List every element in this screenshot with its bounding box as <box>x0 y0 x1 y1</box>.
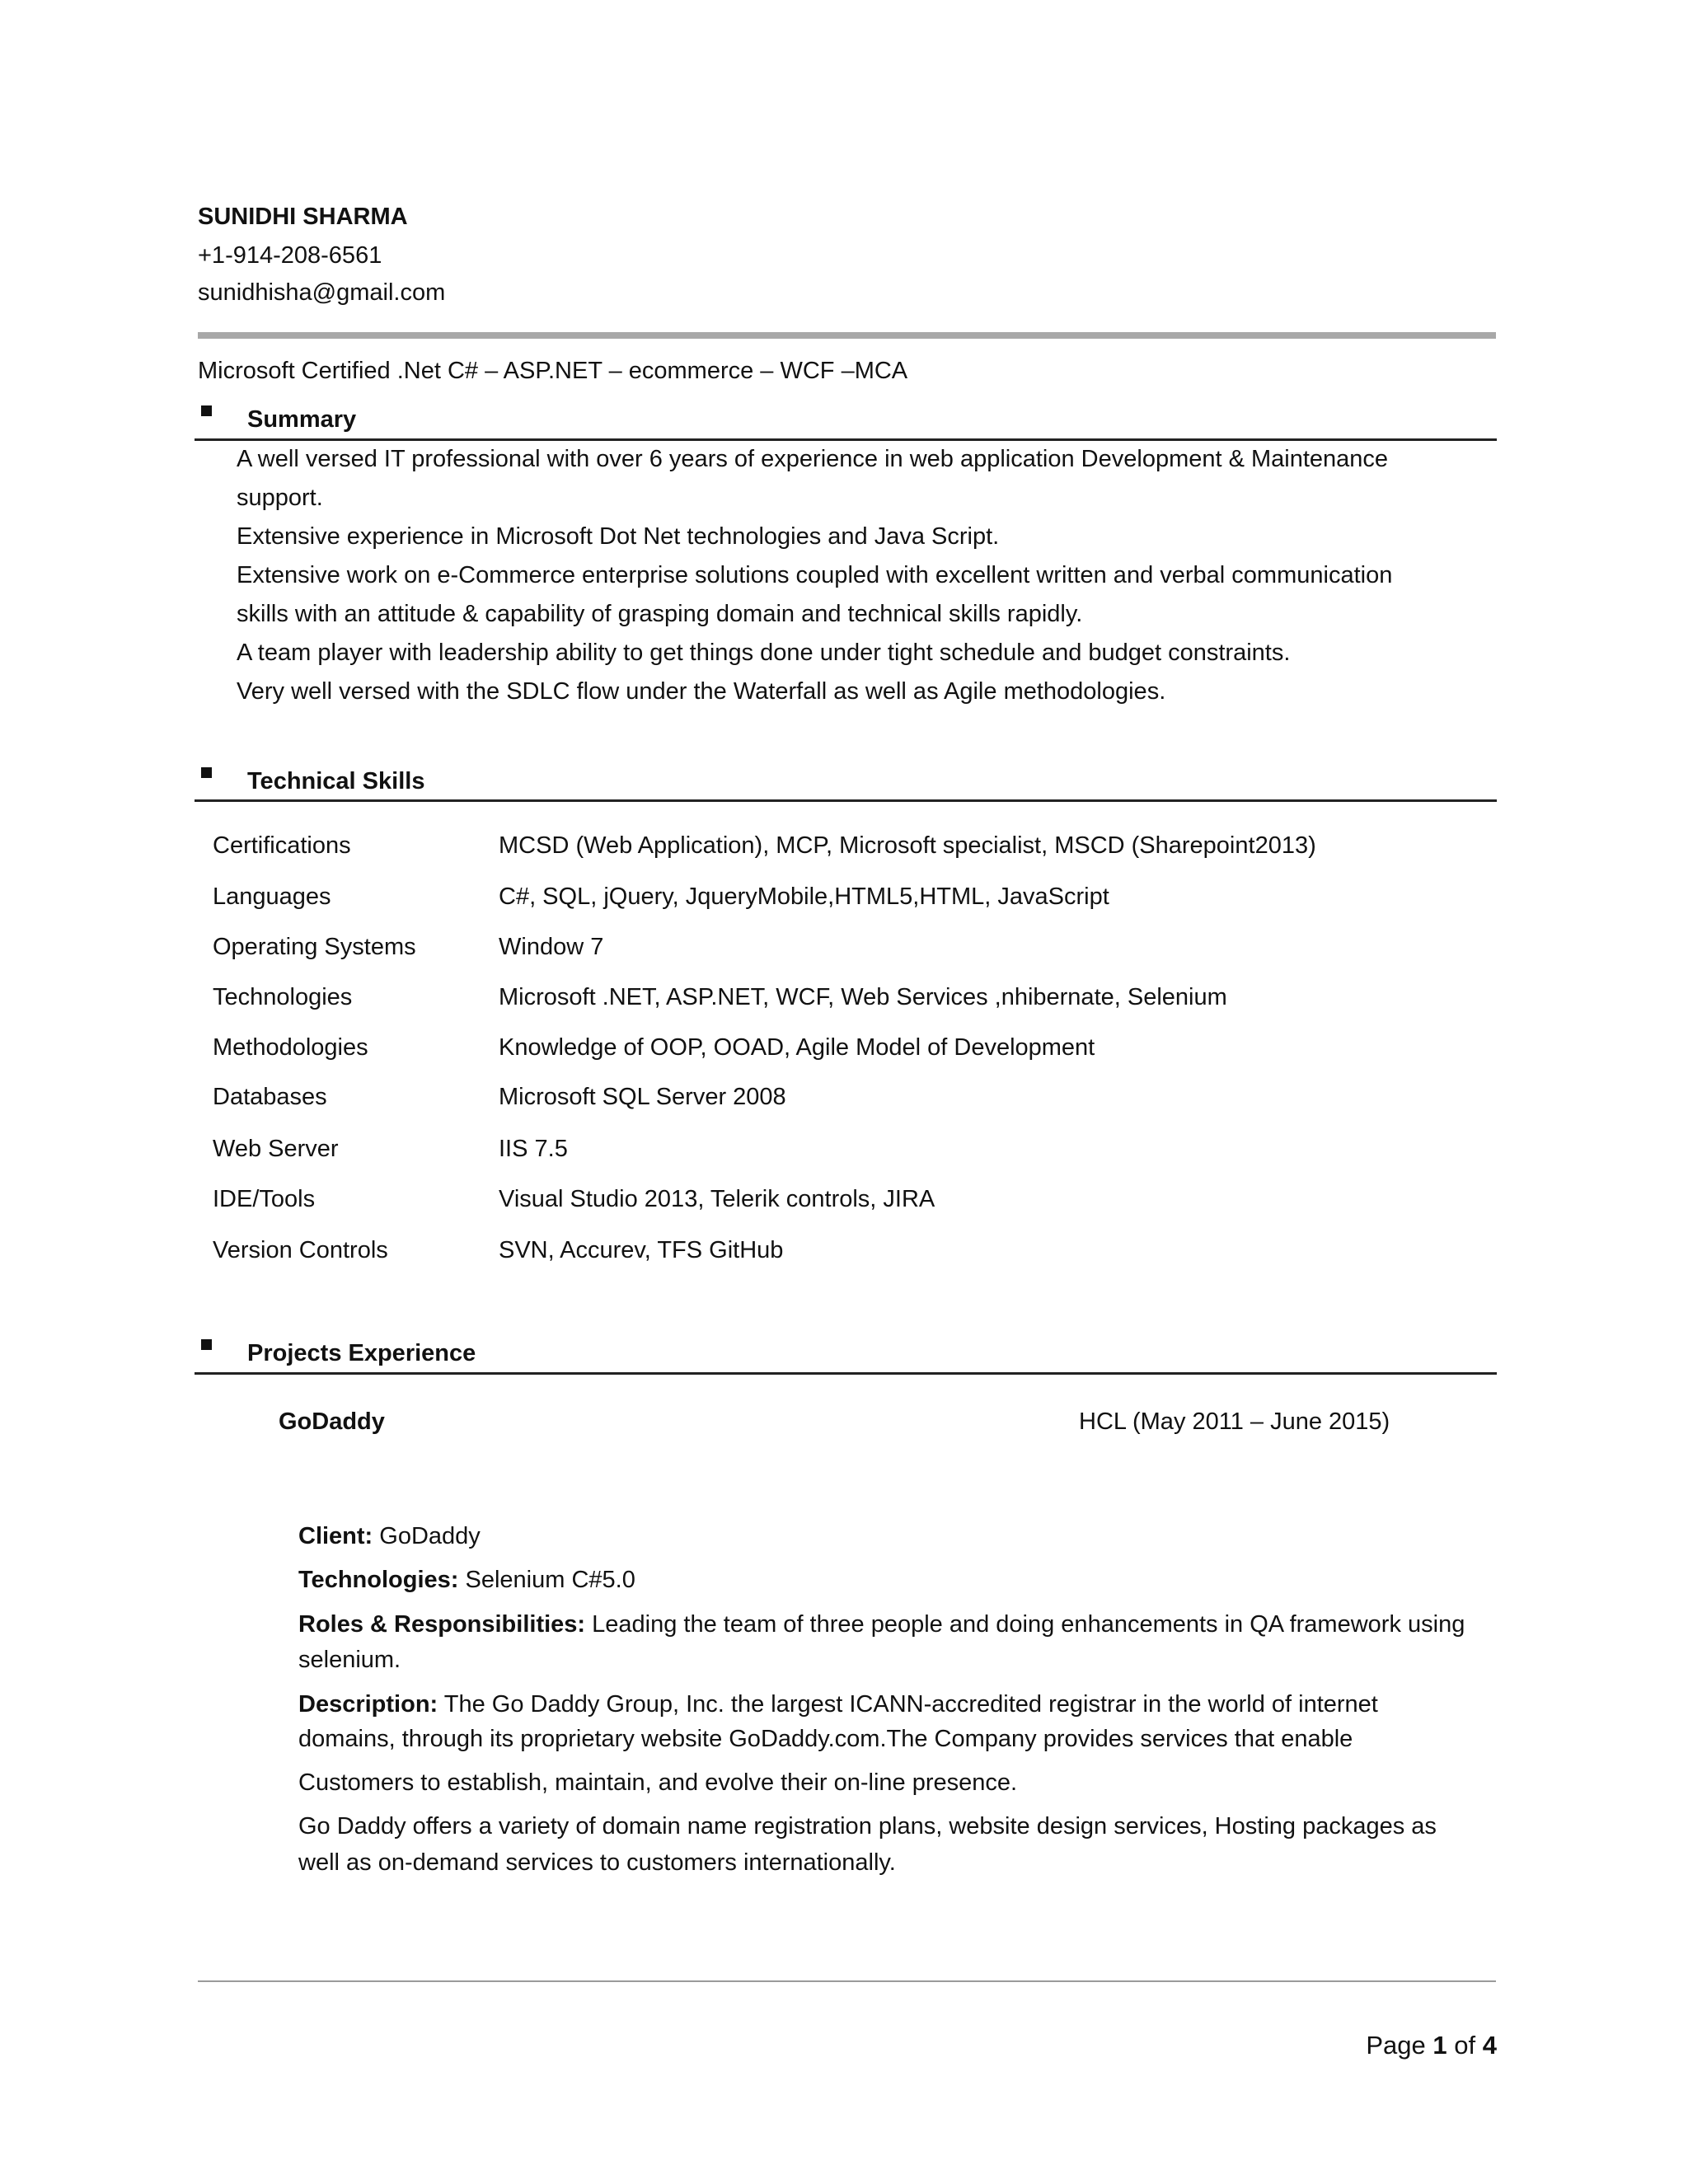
roles-text-cont: selenium. <box>298 1647 401 1673</box>
tagline: Microsoft Certified .Net C# – ASP.NET – ecommerce – WCF –MCA <box>198 358 908 384</box>
skill-value: Visual Studio 2013, Telerik controls, JIRA <box>499 1186 935 1212</box>
roles-label: Roles & Responsibilities: <box>298 1611 586 1638</box>
candidate-phone: +1-914-208-6561 <box>198 242 382 269</box>
page-total: 4 <box>1482 2031 1497 2060</box>
summary-line: skills with an attitude & capability of grasping domain and technical skills rapidly. <box>237 601 1083 627</box>
project-name: GoDaddy <box>279 1408 385 1435</box>
roles-text: Leading the team of three people and doing enhancements in QA framework using <box>592 1611 1465 1638</box>
summary-line: support. <box>237 485 323 511</box>
summary-heading: Summary <box>247 406 357 433</box>
skill-label: IDE/Tools <box>213 1186 316 1212</box>
description-text-cont: Customers to establish, maintain, and evolve their on-line presence. <box>298 1769 1018 1796</box>
projects-heading: Projects Experience <box>247 1340 476 1366</box>
skill-value: C#, SQL, jQuery, JqueryMobile,HTML5,HTML, JavaScript <box>499 883 1109 910</box>
summary-line: Extensive work on e-Commerce enterprise solutions coupled with excellent written and verbal communication <box>237 562 1393 588</box>
description-text-cont: domains, through its proprietary website GoDaddy.com.The Company provides services that enable <box>298 1726 1353 1752</box>
description-text-cont: well as on-demand services to customers internationally. <box>298 1849 896 1876</box>
skill-label: Technologies <box>213 984 353 1010</box>
skill-value: Microsoft .NET, ASP.NET, WCF, Web Services ,nhibernate, Selenium <box>499 984 1227 1010</box>
technologies-value: Selenium C#5.0 <box>465 1567 635 1593</box>
skills-bullet-icon <box>201 767 212 778</box>
candidate-name: SUNIDHI SHARMA <box>198 204 408 230</box>
summary-line: A team player with leadership ability to get things done under tight schedule and budget constraints. <box>237 640 1291 666</box>
client-label: Client: <box>298 1523 373 1549</box>
skill-value: SVN, Accurev, TFS GitHub <box>499 1237 784 1263</box>
skill-label: Operating Systems <box>213 934 416 960</box>
header-divider <box>198 332 1496 339</box>
skills-heading: Technical Skills <box>247 768 425 794</box>
summary-line: Very well versed with the SDLC flow under the Waterfall as well as Agile methodologies. <box>237 678 1166 705</box>
of-word: of <box>1454 2031 1476 2060</box>
skill-label: Languages <box>213 883 331 910</box>
skills-underline <box>195 799 1497 802</box>
page-number <box>1366 2029 1497 2062</box>
skill-label: Methodologies <box>213 1034 368 1061</box>
skill-value: MCSD (Web Application), MCP, Microsoft specialist, MSCD (Sharepoint2013) <box>499 832 1316 859</box>
skill-value: Knowledge of OOP, OOAD, Agile Model of Development <box>499 1034 1095 1061</box>
candidate-email: sunidhisha@gmail.com <box>198 279 446 306</box>
summary-line: Extensive experience in Microsoft Dot Net technologies and Java Script. <box>237 523 1000 550</box>
summary-bullet-icon <box>201 405 212 416</box>
description-label: Description: <box>298 1691 438 1718</box>
projects-bullet-icon <box>201 1339 212 1350</box>
page-word: Page <box>1366 2031 1426 2060</box>
description-text: The Go Daddy Group, Inc. the largest ICANN-accredited registrar in the world of internet <box>443 1691 1378 1718</box>
footer-divider <box>198 1980 1496 1982</box>
projects-underline <box>195 1372 1497 1375</box>
skill-value: IIS 7.5 <box>499 1136 568 1162</box>
skill-label: Version Controls <box>213 1237 388 1263</box>
skill-value: Window 7 <box>499 934 604 960</box>
technologies-label: Technologies: <box>298 1567 459 1593</box>
project-roles <box>298 1608 1493 1641</box>
client-value: GoDaddy <box>379 1523 481 1549</box>
skill-label: Databases <box>213 1084 327 1110</box>
skill-label: Web Server <box>213 1136 339 1162</box>
project-description <box>298 1688 1493 1721</box>
summary-line: A well versed IT professional with over 6 years of experience in web application Development & Maintenance <box>237 446 1389 472</box>
project-employer-dates: HCL (May 2011 – June 2015) <box>1079 1408 1390 1435</box>
project-technologies <box>298 1563 1493 1596</box>
project-client <box>298 1520 1493 1553</box>
page-current: 1 <box>1432 2031 1447 2060</box>
skill-label: Certifications <box>213 832 351 859</box>
description-text-cont: Go Daddy offers a variety of domain name registration plans, website design services, Hosting packages as <box>298 1813 1437 1840</box>
skill-value: Microsoft SQL Server 2008 <box>499 1084 786 1110</box>
